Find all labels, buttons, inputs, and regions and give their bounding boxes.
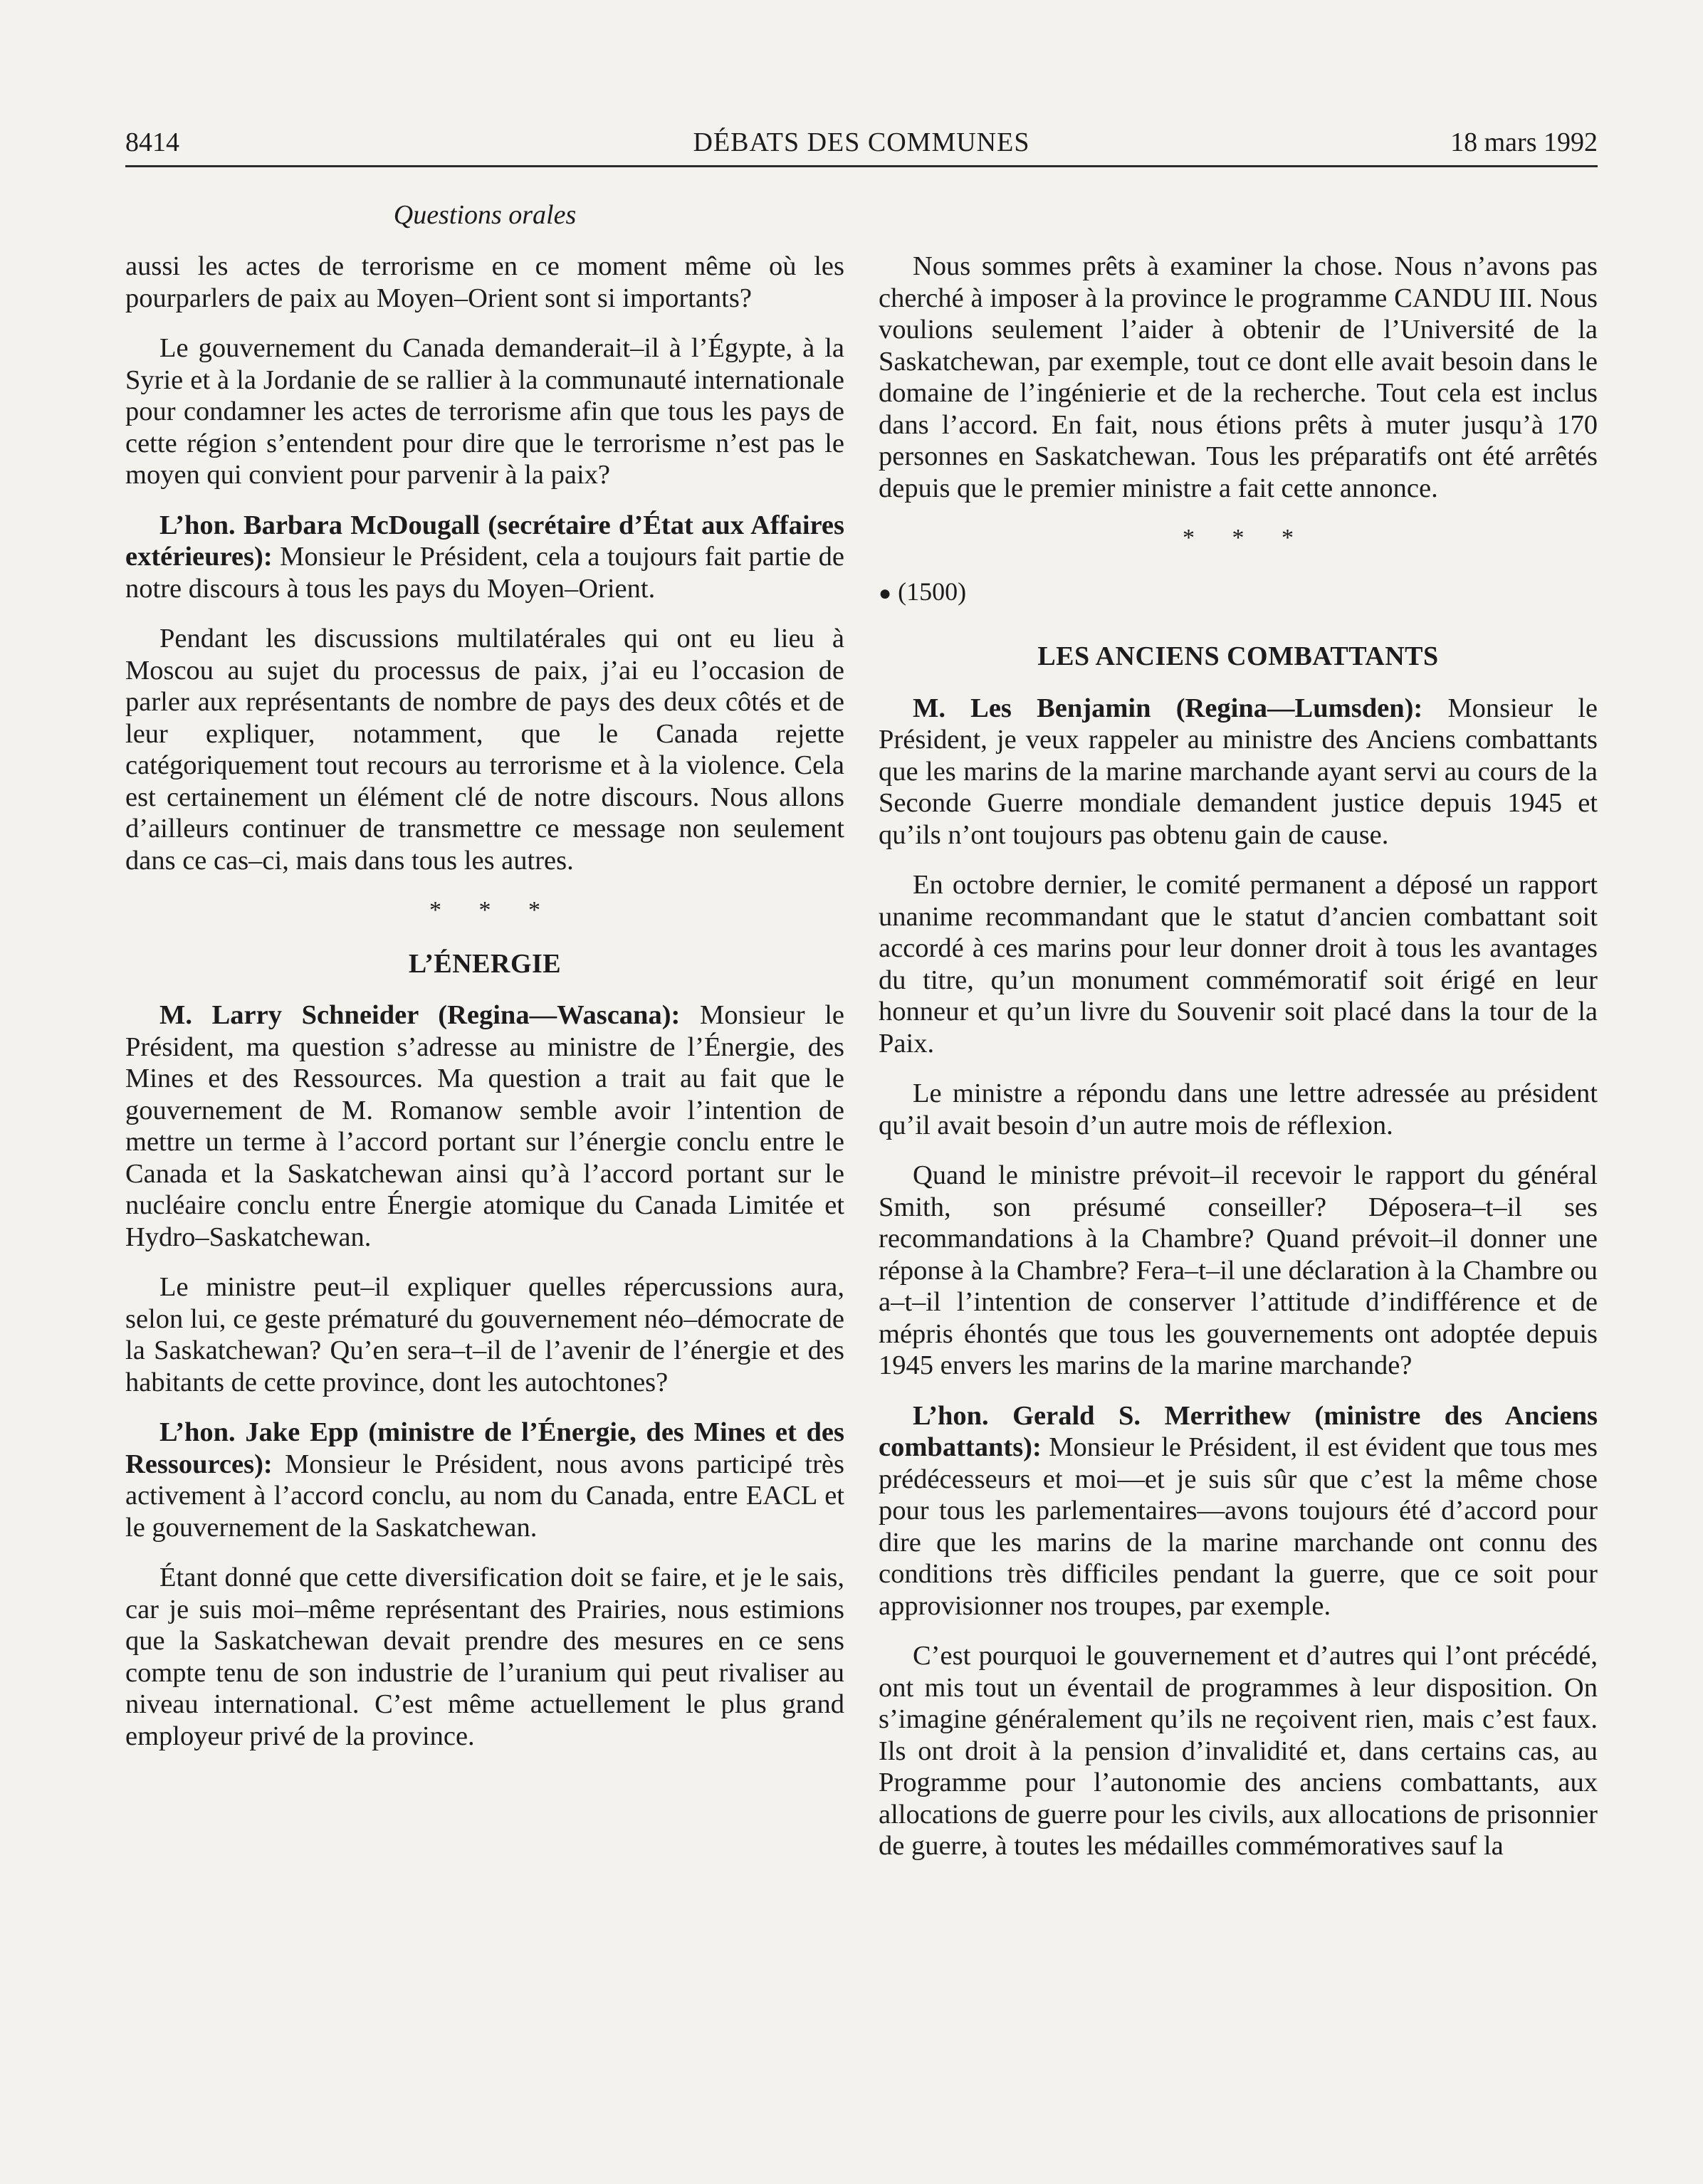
- paragraph: Nous sommes prêts à examiner la chose. Nous n’avons pas cherché à imposer à la province le programme CANDU III. Nous voulions seulement l’aider à obtenir de l’Université de la Saskatchewan, par exemple, tout ce dont elle avait besoin dans le domaine de l’ingénierie et de la recherche. Tout cela est inclus dans l’accord. En fait, nous étions prêts à muter jusqu’à 170 personnes en Saskatchewan. Tous les préparatifs ont été arrêtés depuis que le premier ministre a fait cette annonce.: [879, 251, 1598, 503]
- page-number: 8414: [125, 127, 179, 157]
- speech-text: Monsieur le Président, il est évident que tous mes prédécesseurs et moi—et je suis sûr que c’est la même chose pour tous les parlementaires—avons toujours été d’accord pour dire que les marins de la marine marchande ont connu des conditions très difficiles pendant la guerre, que ce soit pour approvisionner nos troupes, par exemple.: [879, 1432, 1598, 1621]
- speech-text: Monsieur le Président, je veux rappeler au ministre des Anciens combattants que les marins de la marine marchande ayant servi au cours de la Seconde Guerre mondiale demandent justice depuis 1945 et qu’ils n’ont toujours pas obtenu gain de cause.: [879, 693, 1598, 850]
- issue-date: 18 mars 1992: [1450, 127, 1598, 157]
- section-heading: LES ANCIENS COMBATTANTS: [1037, 641, 1439, 671]
- paragraph: Le gouvernement du Canada demanderait–il à l’Égypte, à la Syrie et à la Jordanie de se rallier à la communauté internationale pour condamner les actes de terrorisme afin que tous les pays de cette région s’entendent pour dire que le terrorisme n’est pas le moyen qui convient pour parvenir à la paix?: [125, 333, 844, 490]
- speech-paragraph: [125, 510, 844, 605]
- speaker-name: L’hon. Barbara McDougall (secrétaire d’État aux Affaires extérieures):: [125, 510, 844, 572]
- right-column: [879, 251, 1598, 1862]
- bullet-icon: ●: [879, 581, 892, 605]
- speech-paragraph: [125, 999, 844, 1253]
- paragraph: C’est pourquoi le gouvernement et d’autres qui l’ont précédé, ont mis tout un éventail de programmes à leur disposition. On s’imagine généralement qu’ils ne reçoivent rien, mais c’est faux. Ils ont droit à la pension d’invalidité et, dans certains cas, au Programme pour l’autonomie des anciens combattants, aux allocations de guerre pour les civils, aux allocations de prisonnier de guerre, à toutes les médailles commémoratives sauf la: [879, 1641, 1598, 1861]
- section-separator: * * *: [429, 897, 556, 923]
- paragraph: Étant donné que cette diversification doit se faire, et je le sais, car je suis moi–même représentant des Prairies, nous estimions que la Saskatchewan devait prendre des mesures en ce sens compte tenu de son industrie de l’uranium qui peut rivaliser au niveau international. C’est même actuellement le plus grand employeur privé de la province.: [125, 1563, 844, 1751]
- paragraph: aussi les actes de terrorisme en ce moment même où les pourparlers de paix au Moyen–Orient sont si importants?: [125, 251, 844, 313]
- time-marker-text: (1500): [898, 577, 967, 606]
- paragraph: Le ministre a répondu dans une lettre adressée au président qu’il avait besoin d’un autre mois de réflexion.: [879, 1078, 1598, 1140]
- time-marker: [879, 576, 1598, 610]
- speech-text: Monsieur le Président, nous avons participé très activement à l’accord conclu, au nom du Canada, entre EACL et le gouvernement de la Saskatchewan.: [125, 1449, 844, 1543]
- speaker-name: L’hon. Jake Epp (ministre de l’Énergie, des Mines et des Ressources):: [125, 1417, 844, 1479]
- publication-title: DÉBATS DES COMMUNES: [693, 127, 1030, 157]
- speaker-name: M. Les Benjamin (Regina—Lumsden):: [913, 693, 1423, 723]
- section-heading: L’ÉNERGIE: [408, 948, 562, 979]
- speech-paragraph: [879, 1400, 1598, 1622]
- section-separator: * * *: [1183, 525, 1309, 551]
- left-column: [125, 251, 844, 1752]
- speaker-name: L’hon. Gerald S. Merrithew (ministre des Anciens combattants):: [879, 1400, 1598, 1462]
- speech-paragraph: [125, 1417, 844, 1543]
- paragraph: Pendant les discussions multilatérales qui ont eu lieu à Moscou au sujet du processus de paix, j’ai eu l’occasion de parler aux représentants de nombre de pays des deux côtés et de leur expliquer, notamment, que le Canada rejette catégoriquement tout recours au terrorisme et à la violence. Cela est certainement un élément clé de notre discours. Nous allons d’ailleurs continuer de transmettre ce message non seulement dans ce cas–ci, mais dans tous les autres.: [125, 624, 844, 876]
- section-label: Questions orales: [393, 200, 577, 230]
- page-header: [125, 120, 1598, 167]
- speech-paragraph: [879, 693, 1598, 851]
- speech-text: Monsieur le Président, ma question s’adresse au ministre de l’Énergie, des Mines et des Ressources. Ma question a trait au fait que le gouvernement de M. Romanow semble avoir l’intention de mettre un terme à l’accord portant sur l’énergie conclu entre le Canada et la Saskatchewan ainsi qu’à l’accord portant sur le nucléaire conclu entre Énergie atomique du Canada Limitée et Hydro–Saskatchewan.: [125, 1000, 844, 1252]
- paragraph: En octobre dernier, le comité permanent a déposé un rapport unanime recommandant que le statut d’ancien combattant soit accordé à ces marins pour leur donner droit à tous les avantages du titre, qu’un monument commémoratif soit érigé en leur honneur et qu’un livre du Souvenir soit placé dans la tour de la Paix.: [879, 870, 1598, 1059]
- paragraph: Le ministre peut–il expliquer quelles répercussions aura, selon lui, ce geste prématuré du gouvernement néo–démocrate de la Saskatchewan? Qu’en sera–t–il de l’avenir de l’énergie et des habitants de cette province, dont les autochtones?: [125, 1272, 844, 1397]
- paragraph: Quand le ministre prévoit–il recevoir le rapport du général Smith, son présumé conseiller? Déposera–t–il ses recommandations à la Chambre? Quand prévoit–il donner une réponse à la Chambre? Fera–t–il une déclaration à la Chambre ou a–t–il l’intention de conserver l’attitude d’indifférence et de mépris éhontés que tous les gouvernements ont adoptée depuis 1945 envers les marins de la marine marchande?: [879, 1160, 1598, 1380]
- speech-text: Monsieur le Président, cela a toujours fait partie de notre discours à tous les pays du Moyen–Orient.: [125, 542, 844, 604]
- speaker-name: M. Larry Schneider (Regina—Wascana):: [159, 1000, 681, 1030]
